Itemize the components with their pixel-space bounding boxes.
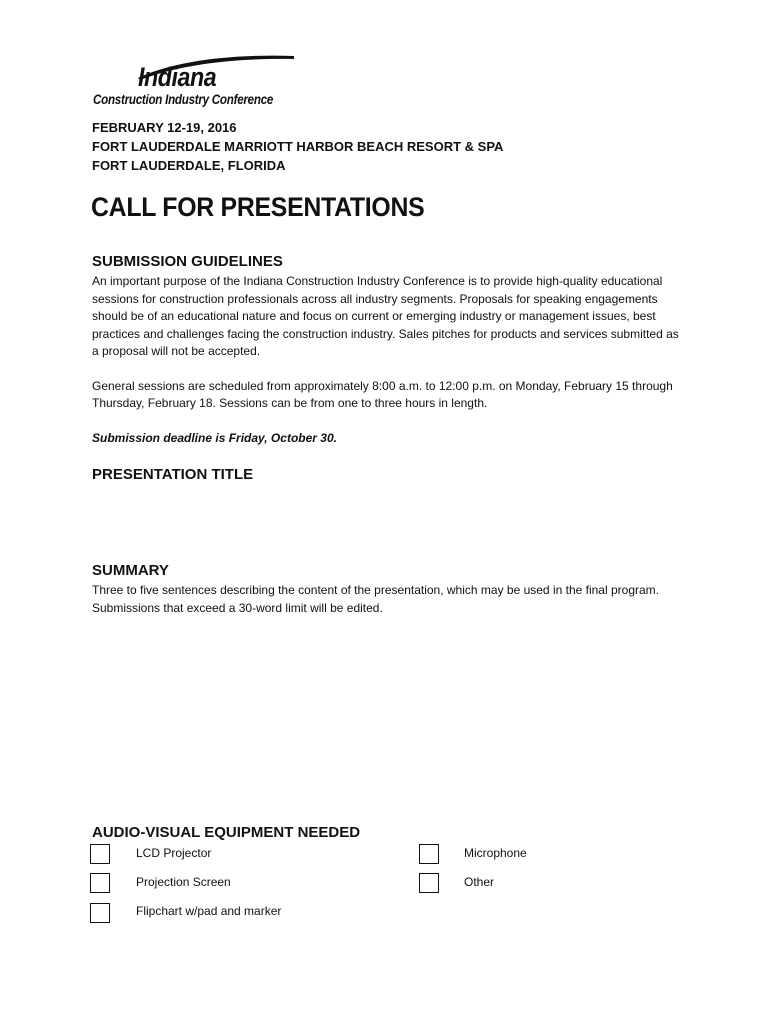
summary-instructions-text: Three to five sentences describing the content of the presentation, which may be used in the final program. Submissions that exceed a 30-word limit will be edited. — [92, 583, 659, 615]
summary-instructions — [92, 582, 682, 617]
submission-deadline: Submission deadline is Friday, October 30. — [92, 430, 337, 445]
page-title: CALL FOR PRESENTATIONS — [91, 192, 425, 222]
logo-subtitle: Construction Industry Conference — [93, 92, 274, 107]
conference-logo — [92, 52, 282, 112]
sessions-paragraph: General sessions are scheduled from approximately 8:00 a.m. to 12:00 p.m. on Monday, February 15 through Thursday, February 18. Sessions can be from one to three hours in length. — [92, 378, 673, 410]
av-item-label: Other — [464, 875, 495, 889]
av-equipment-list — [90, 843, 610, 933]
projection-screen-checkbox[interactable] — [90, 873, 110, 893]
lcd-projector-checkbox[interactable] — [90, 844, 110, 864]
presentation-title-field[interactable] — [92, 490, 682, 550]
logo-name: Indiana — [138, 62, 217, 92]
event-venue: FORT LAUDERDALE MARRIOTT HARBOR BEACH RESORT & SPA — [92, 139, 504, 154]
event-dates: FEBRUARY 12-19, 2016 — [92, 120, 237, 135]
av-item-label: Microphone — [464, 846, 527, 860]
microphone-checkbox[interactable] — [419, 844, 439, 864]
av-item-label: Projection Screen — [136, 875, 231, 889]
summary-field[interactable] — [92, 622, 682, 812]
av-equipment-heading: AUDIO-VISUAL EQUIPMENT NEEDED — [92, 824, 361, 841]
submission-guidelines-heading: SUBMISSION GUIDELINES — [92, 253, 283, 270]
presentation-title-heading: PRESENTATION TITLE — [92, 466, 254, 483]
flipchart-checkbox[interactable] — [90, 903, 110, 923]
submission-guidelines-body — [92, 273, 682, 447]
event-details — [92, 118, 503, 175]
event-location: FORT LAUDERDALE, FLORIDA — [92, 158, 286, 173]
av-item-label: Flipchart w/pad and marker — [136, 904, 282, 918]
guidelines-paragraph: An important purpose of the Indiana Construction Industry Conference is to provide high-quality educational sessions for construction professionals across all industry segments. Proposals for speaking engagements should be of an educational nature and focus on current or emerging industry or management issues, best practices and challenges facing the construction industry. Sales pitches for products and services submitted as a proposal will not be accepted. — [92, 274, 679, 358]
av-item-label: LCD Projector — [136, 846, 212, 860]
other-checkbox[interactable] — [419, 873, 439, 893]
summary-heading: SUMMARY — [92, 562, 169, 579]
